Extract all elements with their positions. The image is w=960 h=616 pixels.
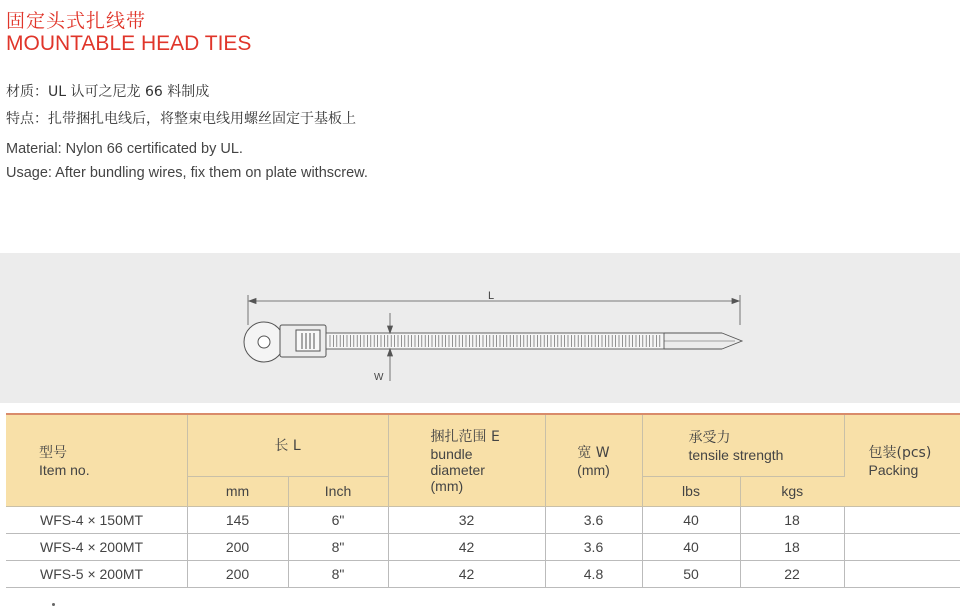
header-bundle-en2: diameter — [430, 462, 485, 479]
header-packing-cn: 包装(pcs) — [868, 445, 932, 462]
cell-model: WFS-5 × 200MT — [6, 560, 187, 587]
table-row — [6, 506, 960, 533]
cell-kgs: 22 — [740, 560, 844, 587]
cell-mm: 200 — [187, 560, 288, 587]
cell-packing — [844, 533, 960, 560]
header-sub-inch: Inch — [288, 476, 388, 506]
cell-model: WFS-4 × 150MT — [6, 506, 187, 533]
header-length-label: 长 L — [274, 438, 301, 455]
cell-packing — [844, 560, 960, 587]
header-bundle-cn: 捆扎范围 E — [430, 429, 500, 446]
cell-lbs: 50 — [642, 560, 740, 587]
header-model-cn: 型号 — [39, 445, 67, 462]
width-label: W — [374, 372, 384, 383]
header-tensile — [642, 414, 844, 476]
tie-diagram — [0, 253, 960, 403]
cell-inch: 8" — [288, 533, 388, 560]
length-label: L — [488, 290, 495, 302]
header-width — [545, 414, 642, 506]
cell-mm: 200 — [187, 533, 288, 560]
cell-lbs: 40 — [642, 506, 740, 533]
cell-width: 4.8 — [545, 560, 642, 587]
header-length — [187, 414, 388, 476]
material-en: Material: Nylon 66 certificated by UL. — [6, 141, 243, 157]
cell-packing — [844, 506, 960, 533]
feature-cn: 特点：扎带捆扎电线后，将整束电线用螺丝固定于基板上 — [6, 111, 356, 127]
header-model-en: Item no. — [39, 462, 90, 479]
cell-mm: 145 — [187, 506, 288, 533]
header-model — [6, 414, 187, 506]
cell-inch: 8" — [288, 560, 388, 587]
cell-inch: 6" — [288, 506, 388, 533]
cable-tie-drawing — [0, 253, 960, 403]
header-tensile-cn: 承受力 — [688, 430, 731, 447]
spec-table — [6, 413, 960, 588]
header-packing — [844, 414, 960, 506]
cell-bundle: 32 — [388, 506, 545, 533]
mount-head — [244, 322, 326, 362]
cell-bundle: 42 — [388, 533, 545, 560]
header-tensile-en: tensile strength — [688, 447, 784, 464]
header-width-cn: 宽 W — [577, 445, 610, 462]
cell-lbs: 40 — [642, 533, 740, 560]
header-packing-en: Packing — [868, 462, 919, 479]
material-cn: 材质：UL 认可之尼龙 66 料制成 — [6, 84, 210, 100]
header-sub-mm: mm — [187, 476, 288, 506]
header-sub-lbs: lbs — [642, 476, 740, 506]
cell-width: 3.6 — [545, 533, 642, 560]
header-bundle-unit: (mm) — [430, 478, 464, 495]
header-width-unit: (mm) — [577, 462, 610, 479]
header-bundle-en1: bundle — [430, 446, 473, 463]
cell-kgs: 18 — [740, 533, 844, 560]
table-row — [6, 533, 960, 560]
header-sub-kgs: kgs — [740, 476, 844, 506]
cell-kgs: 18 — [740, 506, 844, 533]
title-chinese: 固定头式扎线带 — [6, 10, 147, 32]
cell-width: 3.6 — [545, 506, 642, 533]
title-english: MOUNTABLE HEAD TIES — [6, 32, 252, 55]
cell-bundle: 42 — [388, 560, 545, 587]
scan-dot — [52, 603, 55, 606]
header-bundle — [388, 414, 545, 506]
cell-model: WFS-4 × 200MT — [6, 533, 187, 560]
table-row — [6, 560, 960, 587]
usage-en: Usage: After bundling wires, fix them on plate withscrew. — [6, 165, 368, 181]
